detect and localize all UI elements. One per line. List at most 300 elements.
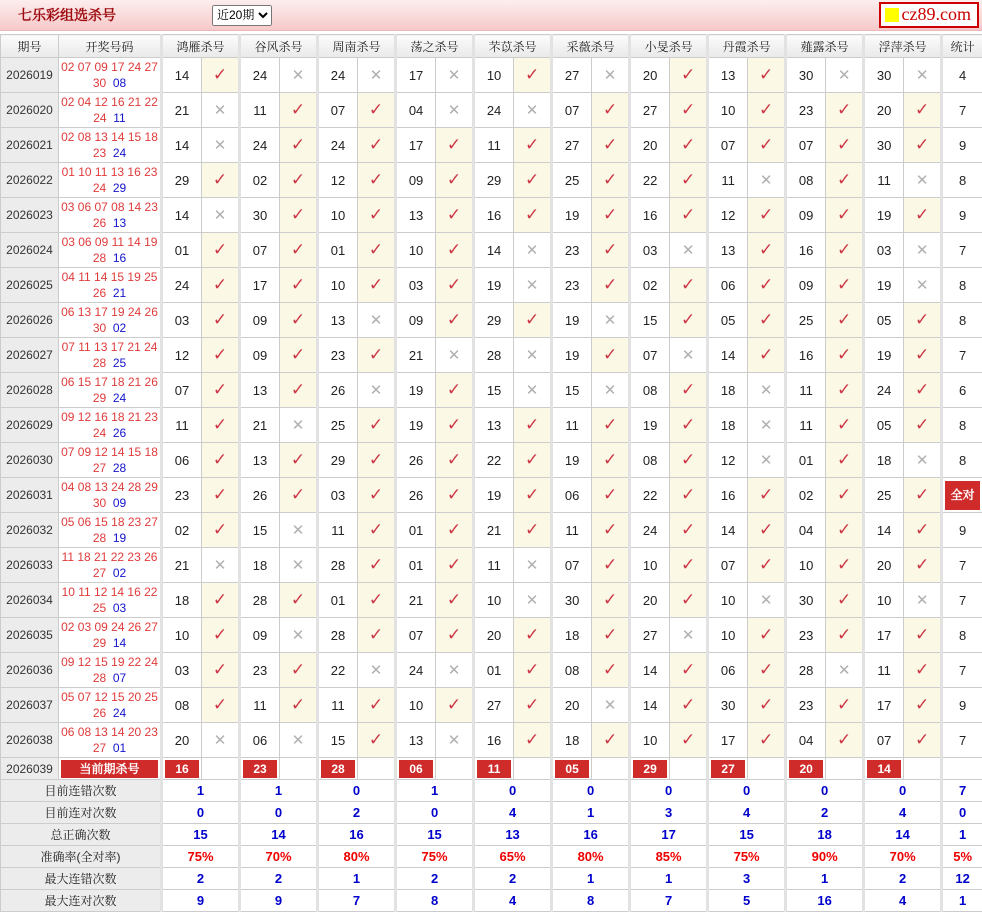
kill-mark-cell — [592, 443, 630, 478]
summary-value: 1 — [786, 868, 864, 890]
kill-mark-cell — [280, 443, 318, 478]
cross-icon: ✕ — [837, 662, 851, 679]
kill-number-cell: 24 — [240, 128, 280, 163]
draw-special-number: 26 — [112, 426, 127, 440]
kill-mark-cell — [670, 163, 708, 198]
check-icon: ✓ — [837, 135, 852, 154]
current-label-badge: 当前期杀号 — [61, 760, 158, 778]
kill-number-cell: 11 — [786, 408, 826, 443]
check-icon: ✓ — [758, 485, 774, 504]
kill-mark-cell — [202, 233, 240, 268]
draw-cell — [59, 408, 162, 443]
kill-number-cell: 20 — [162, 723, 202, 758]
kill-number-cell: 22 — [474, 443, 514, 478]
draw-special-number: 08 — [112, 76, 127, 90]
kill-mark-cell — [280, 58, 318, 93]
draw-cell — [59, 93, 162, 128]
kill-number-cell: 07 — [630, 338, 670, 373]
check-icon: ✓ — [915, 660, 930, 679]
kill-mark-cell — [748, 408, 786, 443]
draw-cell — [59, 373, 162, 408]
check-icon: ✓ — [758, 625, 774, 644]
kill-mark-cell — [202, 268, 240, 303]
kill-mark-cell — [436, 513, 474, 548]
kill-mark-cell — [436, 268, 474, 303]
kill-mark-cell — [670, 93, 708, 128]
kill-number-cell: 10 — [474, 583, 514, 618]
kill-number-cell: 13 — [318, 303, 358, 338]
kill-mark-cell — [670, 198, 708, 233]
kill-mark-cell — [514, 408, 552, 443]
kill-number-cell: 16 — [474, 723, 514, 758]
check-icon: ✓ — [758, 660, 774, 679]
kill-mark-cell — [748, 93, 786, 128]
kill-number-cell: 28 — [240, 583, 280, 618]
check-icon: ✓ — [602, 730, 618, 749]
check-icon: ✓ — [368, 730, 384, 749]
draw-line1: 05 07 12 15 20 25 — [61, 690, 158, 704]
stat-cell: 9 — [942, 128, 982, 163]
period-cell: 2026022 — [1, 163, 59, 198]
check-icon: ✓ — [290, 205, 306, 224]
draw-line2 — [59, 320, 160, 336]
check-icon: ✓ — [837, 450, 852, 469]
kill-number-cell: 11 — [864, 653, 904, 688]
kill-mark-cell — [748, 653, 786, 688]
check-icon: ✓ — [758, 275, 774, 294]
check-icon: ✓ — [446, 695, 462, 714]
check-icon: ✓ — [837, 100, 852, 119]
check-icon: ✓ — [758, 240, 774, 259]
kill-mark-cell — [826, 443, 864, 478]
draw-line1: 09 12 15 19 22 24 — [61, 655, 158, 669]
kill-mark-cell — [514, 93, 552, 128]
current-mark-cell — [280, 758, 318, 780]
kill-mark-cell — [358, 583, 396, 618]
kill-mark-cell — [280, 198, 318, 233]
draw-line1: 10 11 12 14 16 22 — [61, 585, 158, 599]
cross-icon: ✕ — [291, 557, 305, 574]
check-icon: ✓ — [837, 415, 852, 434]
period-cell: 2026029 — [1, 408, 59, 443]
stat-cell: 8 — [942, 443, 982, 478]
kill-mark-cell — [826, 58, 864, 93]
stat-cell: 7 — [942, 653, 982, 688]
table-row — [1, 408, 982, 443]
cross-icon: ✕ — [525, 557, 539, 574]
cross-icon: ✕ — [603, 67, 617, 84]
kill-mark-cell — [436, 163, 474, 198]
kill-mark-cell — [358, 513, 396, 548]
draw-last-number: 27 — [92, 741, 113, 755]
check-icon: ✓ — [524, 170, 540, 189]
kill-mark-cell — [358, 653, 396, 688]
check-icon: ✓ — [680, 275, 696, 294]
check-icon: ✓ — [290, 450, 306, 469]
summary-value: 0 — [396, 802, 474, 824]
kill-mark-cell — [670, 303, 708, 338]
draw-line2 — [59, 145, 160, 161]
table-row — [1, 548, 982, 583]
kill-number-cell: 30 — [864, 58, 904, 93]
check-icon: ✓ — [758, 100, 774, 119]
kill-number-cell: 01 — [396, 548, 436, 583]
check-icon: ✓ — [368, 450, 384, 469]
kill-number-cell: 26 — [396, 478, 436, 513]
check-icon: ✓ — [602, 415, 618, 434]
summary-value: 75% — [708, 846, 786, 868]
kill-number-cell: 14 — [630, 653, 670, 688]
check-icon: ✓ — [290, 660, 306, 679]
draw-special-number: 24 — [112, 706, 127, 720]
kill-mark-cell — [358, 443, 396, 478]
kill-mark-cell — [904, 58, 942, 93]
kill-mark-cell — [748, 233, 786, 268]
kill-mark-cell — [358, 338, 396, 373]
column-header-draw: 开奖号码 — [59, 35, 162, 58]
check-icon: ✓ — [602, 450, 618, 469]
yellow-square-icon — [885, 8, 899, 22]
kill-number-cell: 29 — [474, 163, 514, 198]
period-cell: 2026035 — [1, 618, 59, 653]
kill-mark-cell — [592, 688, 630, 723]
kill-number-cell: 15 — [318, 723, 358, 758]
kill-number-cell: 11 — [552, 513, 592, 548]
kill-number-cell: 24 — [318, 128, 358, 163]
summary-value: 3 — [630, 802, 708, 824]
kill-mark-cell — [592, 548, 630, 583]
summary-label: 最大连对次数 — [1, 890, 162, 912]
period-cell: 2026030 — [1, 443, 59, 478]
draw-special-number: 07 — [112, 671, 127, 685]
kill-mark-cell — [358, 303, 396, 338]
current-mark-cell — [670, 758, 708, 780]
cross-icon: ✕ — [603, 382, 617, 399]
kill-mark-cell — [670, 723, 708, 758]
check-icon: ✓ — [758, 555, 774, 574]
kill-mark-cell — [904, 408, 942, 443]
kill-mark-cell — [280, 268, 318, 303]
cross-icon: ✕ — [681, 242, 695, 259]
check-icon: ✓ — [680, 485, 696, 504]
kill-number-cell: 08 — [786, 163, 826, 198]
kill-number-cell: 21 — [162, 93, 202, 128]
summary-value: 70% — [240, 846, 318, 868]
cross-icon: ✕ — [525, 592, 539, 609]
column-header-kill-2: 谷风杀号 — [240, 35, 318, 58]
kill-mark-cell — [358, 548, 396, 583]
kill-mark-cell — [202, 93, 240, 128]
kill-mark-cell — [748, 618, 786, 653]
kill-number-cell: 18 — [708, 408, 748, 443]
kill-number-cell: 20 — [474, 618, 514, 653]
summary-label: 准确率(全对率) — [1, 846, 162, 868]
kill-mark-cell — [904, 233, 942, 268]
summary-row — [1, 846, 982, 868]
kill-number-cell: 02 — [162, 513, 202, 548]
kill-mark-cell — [202, 583, 240, 618]
summary-value: 2 — [396, 868, 474, 890]
kill-mark-cell — [514, 548, 552, 583]
kill-mark-cell — [358, 373, 396, 408]
table-row — [1, 303, 982, 338]
check-icon: ✓ — [524, 625, 540, 644]
kill-number-cell: 19 — [864, 198, 904, 233]
summary-total: 12 — [942, 868, 982, 890]
check-icon: ✓ — [290, 275, 306, 294]
draw-last-number: 25 — [92, 601, 113, 615]
kill-mark-cell — [514, 198, 552, 233]
check-icon: ✓ — [524, 65, 540, 84]
summary-value: 0 — [630, 780, 708, 802]
kill-mark-cell — [592, 513, 630, 548]
kill-mark-cell — [592, 198, 630, 233]
kill-mark-cell — [436, 58, 474, 93]
check-icon: ✓ — [758, 520, 774, 539]
summary-total: 1 — [942, 824, 982, 846]
stat-cell: 8 — [942, 408, 982, 443]
kill-mark-cell — [670, 548, 708, 583]
kill-number-cell: 24 — [318, 58, 358, 93]
draw-cell — [59, 198, 162, 233]
kill-number-cell: 10 — [474, 58, 514, 93]
current-kill-cell — [708, 758, 748, 780]
check-icon: ✓ — [290, 380, 306, 399]
check-icon: ✓ — [680, 730, 696, 749]
kill-number-cell: 16 — [708, 478, 748, 513]
draw-special-number: 14 — [112, 636, 127, 650]
draw-special-number: 29 — [112, 181, 127, 195]
summary-value: 90% — [786, 846, 864, 868]
column-header-kill-10: 浮萍杀号 — [864, 35, 942, 58]
current-kill-cell — [864, 758, 904, 780]
check-icon: ✓ — [837, 625, 852, 644]
kill-number-cell: 23 — [162, 478, 202, 513]
kill-mark-cell — [670, 408, 708, 443]
draw-line1: 04 08 13 24 28 29 — [61, 480, 158, 494]
kill-number-cell: 20 — [552, 688, 592, 723]
kill-mark-cell — [202, 303, 240, 338]
draw-line2 — [59, 530, 160, 546]
kill-mark-cell — [826, 268, 864, 303]
kill-mark-cell — [670, 58, 708, 93]
kill-number-cell: 12 — [162, 338, 202, 373]
kill-number-cell: 07 — [786, 128, 826, 163]
kill-number-cell: 17 — [864, 688, 904, 723]
summary-value: 8 — [552, 890, 630, 912]
draw-line2 — [59, 635, 160, 651]
kill-mark-cell — [748, 338, 786, 373]
cross-icon: ✕ — [369, 662, 383, 679]
period-cell: 2026032 — [1, 513, 59, 548]
kill-number-cell: 03 — [162, 303, 202, 338]
period-cell: 2026028 — [1, 373, 59, 408]
kill-number-cell: 19 — [474, 268, 514, 303]
draw-line1: 02 04 12 16 21 22 — [61, 95, 158, 109]
stat-cell: 8 — [942, 268, 982, 303]
kill-number-cell: 10 — [786, 548, 826, 583]
kill-mark-cell — [748, 163, 786, 198]
table-row — [1, 583, 982, 618]
kill-number-cell: 27 — [474, 688, 514, 723]
kill-number-cell: 19 — [552, 443, 592, 478]
kill-number-cell: 06 — [162, 443, 202, 478]
cross-icon: ✕ — [213, 102, 227, 119]
cross-icon: ✕ — [291, 522, 305, 539]
check-icon: ✓ — [446, 625, 462, 644]
summary-value: 9 — [240, 890, 318, 912]
check-icon: ✓ — [758, 205, 774, 224]
summary-value: 14 — [240, 824, 318, 846]
table-row — [1, 443, 982, 478]
site-logo[interactable] — [879, 2, 979, 28]
kill-mark-cell — [436, 618, 474, 653]
draw-line1: 06 08 13 14 20 23 — [61, 725, 158, 739]
summary-value: 13 — [474, 824, 552, 846]
kill-mark-cell — [280, 548, 318, 583]
draw-last-number: 29 — [92, 636, 113, 650]
current-kill-cell — [318, 758, 358, 780]
kill-mark-cell — [436, 198, 474, 233]
kill-mark-cell — [514, 618, 552, 653]
check-icon: ✓ — [915, 100, 930, 119]
period-cell: 2026023 — [1, 198, 59, 233]
period-cell: 2026021 — [1, 128, 59, 163]
check-icon: ✓ — [212, 520, 228, 539]
summary-value: 0 — [552, 780, 630, 802]
kill-number-cell: 25 — [786, 303, 826, 338]
check-icon: ✓ — [368, 695, 384, 714]
summary-value: 7 — [318, 890, 396, 912]
draw-last-number: 28 — [92, 356, 113, 370]
kill-number-cell: 14 — [474, 233, 514, 268]
kill-number-cell: 05 — [864, 408, 904, 443]
summary-value: 1 — [552, 802, 630, 824]
kill-mark-cell — [280, 583, 318, 618]
kill-number-cell: 25 — [552, 163, 592, 198]
kill-number-cell: 14 — [162, 128, 202, 163]
check-icon: ✓ — [837, 240, 852, 259]
current-kill-cell — [552, 758, 592, 780]
kill-mark-cell — [904, 163, 942, 198]
kill-mark-cell — [280, 478, 318, 513]
kill-number-cell: 11 — [240, 688, 280, 723]
kill-number-cell: 10 — [708, 93, 748, 128]
draw-line1: 04 11 14 15 19 25 — [61, 270, 158, 284]
kill-mark-cell — [904, 688, 942, 723]
kill-mark-cell — [748, 303, 786, 338]
current-kill-cell — [396, 758, 436, 780]
kill-number-cell: 14 — [708, 338, 748, 373]
kill-mark-cell — [748, 548, 786, 583]
kill-mark-cell — [202, 128, 240, 163]
check-icon: ✓ — [680, 205, 696, 224]
summary-label: 最大连错次数 — [1, 868, 162, 890]
current-kill-cell — [240, 758, 280, 780]
draw-special-number: 09 — [112, 496, 127, 510]
kill-mark-cell — [748, 443, 786, 478]
period-cell: 2026026 — [1, 303, 59, 338]
period-cell: 2026034 — [1, 583, 59, 618]
column-header-kill-9: 薤露杀号 — [786, 35, 864, 58]
summary-row — [1, 824, 982, 846]
kill-mark-cell — [514, 583, 552, 618]
check-icon: ✓ — [212, 695, 228, 714]
summary-label: 目前连错次数 — [1, 780, 162, 802]
summary-row — [1, 890, 982, 912]
current-kill-badge: 27 — [711, 760, 745, 778]
summary-value: 16 — [786, 890, 864, 912]
column-header-stat: 统计 — [942, 35, 982, 58]
period-cell: 2026020 — [1, 93, 59, 128]
check-icon: ✓ — [602, 555, 618, 574]
check-icon: ✓ — [368, 415, 384, 434]
check-icon: ✓ — [915, 415, 930, 434]
check-icon: ✓ — [837, 380, 852, 399]
period-cell: 2026025 — [1, 268, 59, 303]
kill-mark-cell — [592, 338, 630, 373]
kill-mark-cell — [670, 233, 708, 268]
summary-value: 2 — [474, 868, 552, 890]
kill-mark-cell — [202, 478, 240, 513]
summary-value: 18 — [786, 824, 864, 846]
kill-number-cell: 10 — [396, 688, 436, 723]
column-header-kill-1: 鸿雁杀号 — [162, 35, 240, 58]
kill-number-cell: 20 — [864, 93, 904, 128]
kill-mark-cell — [748, 268, 786, 303]
cross-icon: ✕ — [915, 592, 929, 609]
check-icon: ✓ — [915, 135, 930, 154]
kill-number-cell: 19 — [552, 338, 592, 373]
kill-mark-cell — [514, 58, 552, 93]
current-mark-cell — [358, 758, 396, 780]
range-select[interactable] — [212, 5, 272, 26]
draw-last-number: 28 — [92, 251, 113, 265]
kill-number-cell: 03 — [630, 233, 670, 268]
kill-mark-cell — [280, 303, 318, 338]
cross-icon: ✕ — [681, 347, 695, 364]
check-icon: ✓ — [446, 450, 462, 469]
summary-value: 1 — [630, 868, 708, 890]
kill-number-cell: 17 — [396, 128, 436, 163]
topbar — [0, 0, 982, 31]
check-icon: ✓ — [290, 345, 306, 364]
current-period-row — [1, 758, 982, 780]
stat-cell: 7 — [942, 338, 982, 373]
summary-value: 4 — [474, 890, 552, 912]
summary-value: 0 — [708, 780, 786, 802]
check-icon: ✓ — [368, 590, 384, 609]
draw-last-number: 24 — [93, 111, 114, 125]
summary-value: 4 — [474, 802, 552, 824]
draw-cell — [59, 688, 162, 723]
cross-icon: ✕ — [291, 627, 305, 644]
check-icon: ✓ — [446, 555, 462, 574]
kill-number-cell: 06 — [708, 653, 748, 688]
check-icon: ✓ — [680, 100, 696, 119]
kill-mark-cell — [514, 128, 552, 163]
draw-line1: 06 15 17 18 21 26 — [61, 375, 158, 389]
kill-mark-cell — [202, 408, 240, 443]
check-icon: ✓ — [290, 590, 306, 609]
kill-number-cell: 25 — [864, 478, 904, 513]
kill-number-cell: 23 — [318, 338, 358, 373]
draw-line1: 05 06 15 18 23 27 — [61, 515, 158, 529]
summary-value: 1 — [396, 780, 474, 802]
summary-value: 7 — [630, 890, 708, 912]
kill-number-cell: 10 — [162, 618, 202, 653]
check-icon: ✓ — [837, 310, 852, 329]
